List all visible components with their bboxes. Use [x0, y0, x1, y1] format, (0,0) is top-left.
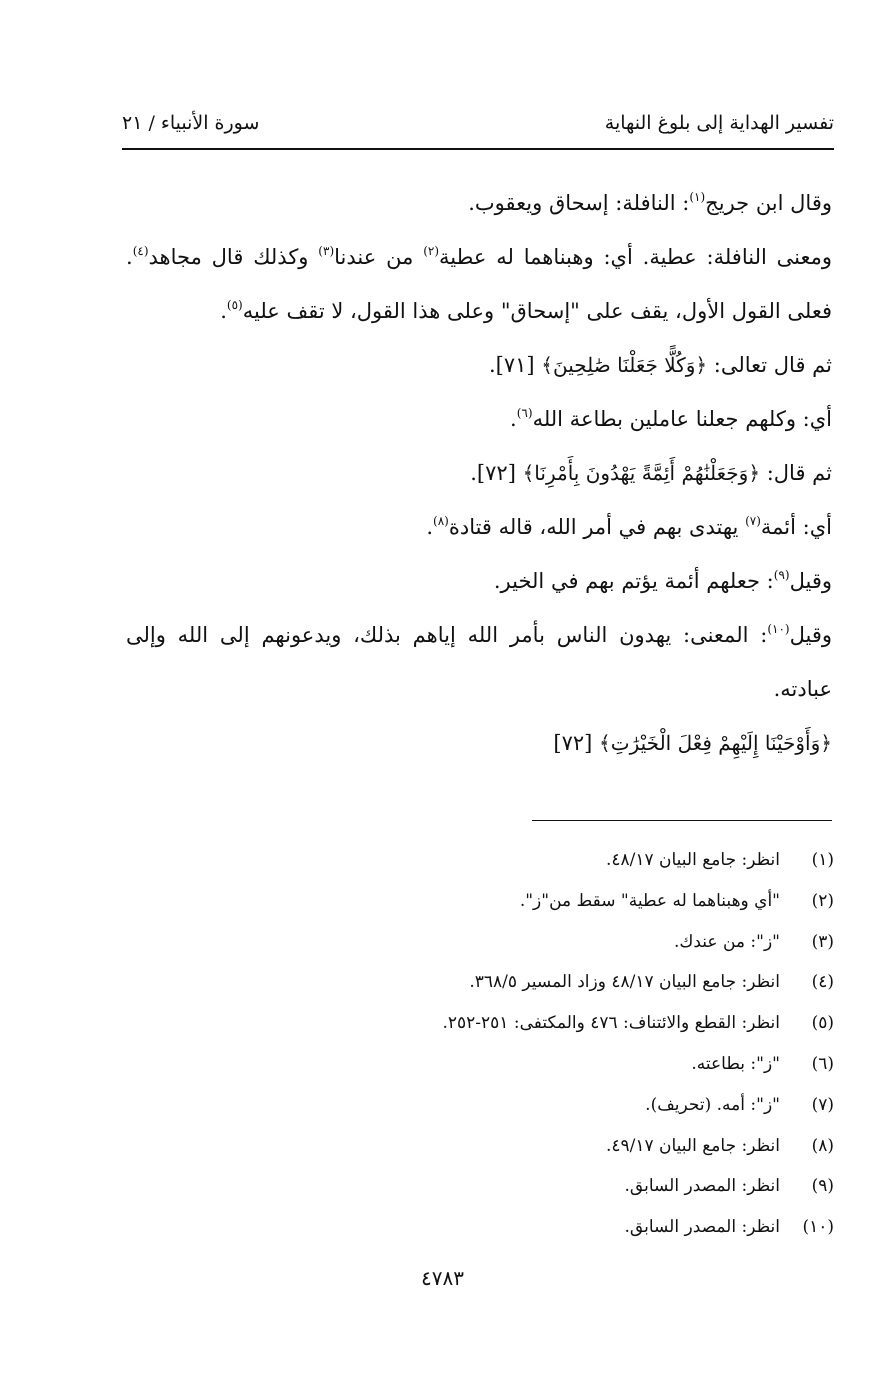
footnote-number: (٥) [811, 1013, 834, 1034]
footnote-number: (٦) [811, 1053, 834, 1074]
footnote-number: (٨) [811, 1135, 834, 1156]
paragraph-3: ثم قال تعالى: ﴿وَكُلًّا جَعَلْنَا صَٰلِحِينَ﴾ [٧١]. [488, 353, 832, 377]
footnote-text: "ز": بطاعته. [691, 1053, 780, 1074]
footnote-text: انظر: المصدر السابق. [624, 1217, 780, 1238]
footnote-item [300, 1126, 834, 1167]
footnote-ref-7[interactable]: (٧) [745, 514, 761, 528]
paragraph-7: وقيل$^{(٩)}$: جعلهم أئمة يؤتم بهم في الخير. [493, 568, 832, 593]
footnote-number: (٧) [811, 1094, 834, 1115]
footnote-item [300, 1166, 834, 1207]
paragraph-2: ومعنى النافلة: عطية. أي: وهبناهما له عطية$^{(٢)}$ من عندنا$^{(٣)}$ وكذلك قال مجاهد$^{(٤)}$. فعلى القول الأول، يقف على "إسحاق" وعلى هذا القول، لا تقف عليه$^{(٥)}$. [126, 244, 833, 323]
footnote-text: انظر: القطع والائتناف: ٤٧٦ والمكتفى: ٢٥١-٢٥٢. [442, 1013, 780, 1034]
footnote-ref-2[interactable]: (٢) [423, 244, 440, 258]
footnote-ref-4[interactable]: (٤) [132, 244, 149, 258]
footnote-number: (١) [811, 850, 834, 870]
footnote-ref-8[interactable]: (٨) [433, 514, 449, 528]
footnote-number: (٤) [811, 972, 834, 993]
surah-label: سورة الأنبياء / ٢١ [122, 112, 260, 134]
footnote-ref-6[interactable]: (٦) [516, 406, 533, 420]
footnote-item [300, 1085, 834, 1126]
footnote-text: "أي وهبناهما له عطية" سقط من"ز". [519, 890, 780, 911]
quran-verse: ﴿وَجَعَلْنَٰهُمْ أَئِمَّةً يَهْدُونَ بِأَمْرِنَا﴾ [522, 461, 761, 485]
footnote-number: (١٠) [802, 1217, 834, 1238]
footnote-number: (٢) [811, 890, 834, 911]
footnote-text: "ز": أمه. (تحريف). [645, 1094, 780, 1115]
footnote-divider [532, 820, 832, 821]
footnote-item [300, 1003, 834, 1044]
footnote-item [300, 1207, 834, 1248]
main-text [126, 176, 832, 770]
paragraph-1: وقال ابن جريج$^{(١)}$: النافلة: إسحاق ويعقوب. [468, 190, 832, 215]
footnote-item [300, 1044, 834, 1085]
footnote-text: انظر: جامع البيان ٤٨/١٧. [605, 850, 780, 870]
quran-verse: ﴿وَكُلًّا جَعَلْنَا صَٰلِحِينَ﴾ [541, 353, 708, 377]
footnote-item [300, 922, 834, 963]
footnote-number: (٣) [811, 931, 834, 952]
footnote-text: انظر: المصدر السابق. [624, 1176, 780, 1197]
footnote-number: (٩) [811, 1176, 834, 1197]
footnote-ref-9[interactable]: (٩) [773, 568, 790, 582]
header-divider [122, 148, 834, 150]
footnote-item [300, 962, 834, 1003]
footnote-text: انظر: جامع البيان ٤٩/١٧. [605, 1135, 780, 1156]
footnote-item [300, 881, 834, 922]
paragraph-4: أي: وكلهم جعلنا عاملين بطاعة الله$^{(٦)}$. [510, 406, 832, 431]
paragraph-5: ثم قال: ﴿وَجَعَلْنَٰهُمْ أَئِمَّةً يَهْدُونَ بِأَمْرِنَا﴾ [٧٢]. [470, 461, 832, 485]
paragraph-9: ﴿وَأَوْحَيْنَا إِلَيْهِمْ فِعْلَ الْخَيْرَٰتِ﴾ [٧٢] [553, 731, 832, 755]
footnote-ref-10[interactable]: (١٠) [767, 622, 790, 636]
paragraph-8: وقيل$^{(١٠)}$: المعنى: يهدون الناس بأمر الله إياهم بذلك، ويدعونهم إلى الله وإلى عبادته. [126, 622, 832, 701]
page-number: ٤٧٨٣ [421, 1266, 464, 1290]
footnote-ref-5[interactable]: (٥) [226, 298, 243, 312]
footnote-ref-3[interactable]: (٣) [318, 244, 335, 258]
paragraph-6: أي: أئمة$^{(٧)}$ يهتدى بهم في أمر الله، قاله قتادة$^{(٨)}$. [426, 514, 832, 539]
running-header [122, 112, 834, 146]
footnotes [300, 840, 834, 1248]
footnote-item [300, 840, 834, 881]
book-title: تفسير الهداية إلى بلوغ النهاية [604, 112, 834, 134]
quran-verse: ﴿وَأَوْحَيْنَا إِلَيْهِمْ فِعْلَ الْخَيْرَٰتِ﴾ [599, 731, 832, 755]
footnote-ref-1[interactable]: (١) [689, 190, 706, 204]
footnote-text: "ز": من عندك. [673, 931, 780, 952]
footnote-text: انظر: جامع البيان ٤٨/١٧ وزاد المسير ٣٦٨/٥. [469, 972, 780, 993]
